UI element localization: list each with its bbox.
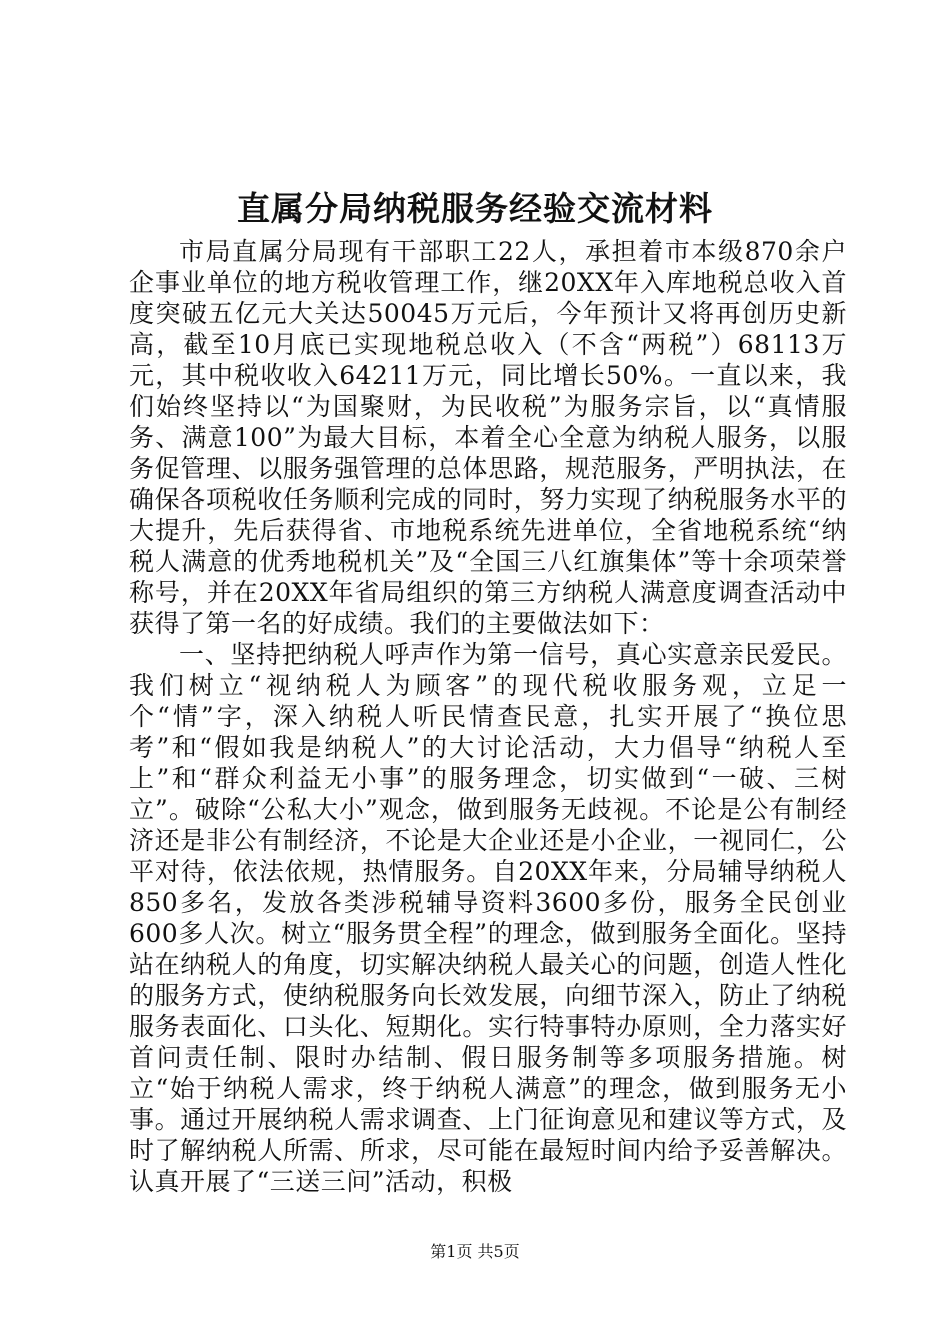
paragraph-intro: 市局直属分局现有干部职工22人，承担着市本级870余户企事业单位的地方税收管理工作，继20XX年入库地税总收入首度突破五亿元大关达50045万元后，今年预计又将再创历史新高，截至10月底已实现地税总收入（不含“两税”）68113万元，其中税收收入64211万元，同比增长50%。一直以来，我们始终坚持以“为国聚财，为民收税”为服务宗旨，以“真情服务、满意100”为最大目标，本着全心全意为纳税人服务，以服务促管理、以服务强管理的总体思路，规范服务，严明执法，在确保各项税收任务顺利完成的同时，努力实现了纳税服务水平的大提升，先后获得省、市地税系统先进单位，全省地税系统“纳税人满意的优秀地税机关”及“全国三八红旗集体”等十余项荣誉称号，并在20XX年省局组织的第三方纳税人满意度调查活动中获得了第一名的好成绩。我们的主要做法如下： (129, 237, 847, 638)
document-title: 直属分局纳税服务经验交流材料 (237, 189, 713, 228)
document-body (129, 236, 847, 1197)
paragraph-section-one: 一、坚持把纳税人呼声作为第一信号，真心实意亲民爱民。我们树立“视纳税人为顾客”的现代税收服务观，立足一个“情”字，深入纳税人听民情查民意，扎实开展了“换位思考”和“假如我是纳税人”的大讨论活动，大力倡导“纳税人至上”和“群众利益无小事”的服务理念，切实做到“一破、三树立”。破除“公私大小”观念，做到服务无歧视。不论是公有制经济还是非公有制经济，不论是大企业还是小企业，一视同仁，公平对待，依法依规，热情服务。自20XX年来，分局辅导纳税人850多名，发放各类涉税辅导资料3600多份，服务全民创业600多人次。树立“服务贯全程”的理念，做到服务全面化。坚持站在纳税人的角度，切实解决纳税人最关心的问题，创造人性化的服务方式，使纳税服务向长效发展，向细节深入，防止了纳税服务表面化、口头化、短期化。实行特事特办原则，全力落实好首问责任制、限时办结制、假日服务制等多项服务措施。树立“始于纳税人需求，终于纳税人满意”的理念，做到服务无小事。通过开展纳税人需求调查、上门征询意见和建议等方式，及时了解纳税人所需、所求，尽可能在最短时间内给予妥善解决。认真开展了“三送三问”活动，积极 (129, 640, 847, 1196)
page-footer: 第1页 共5页 (430, 1242, 520, 1261)
